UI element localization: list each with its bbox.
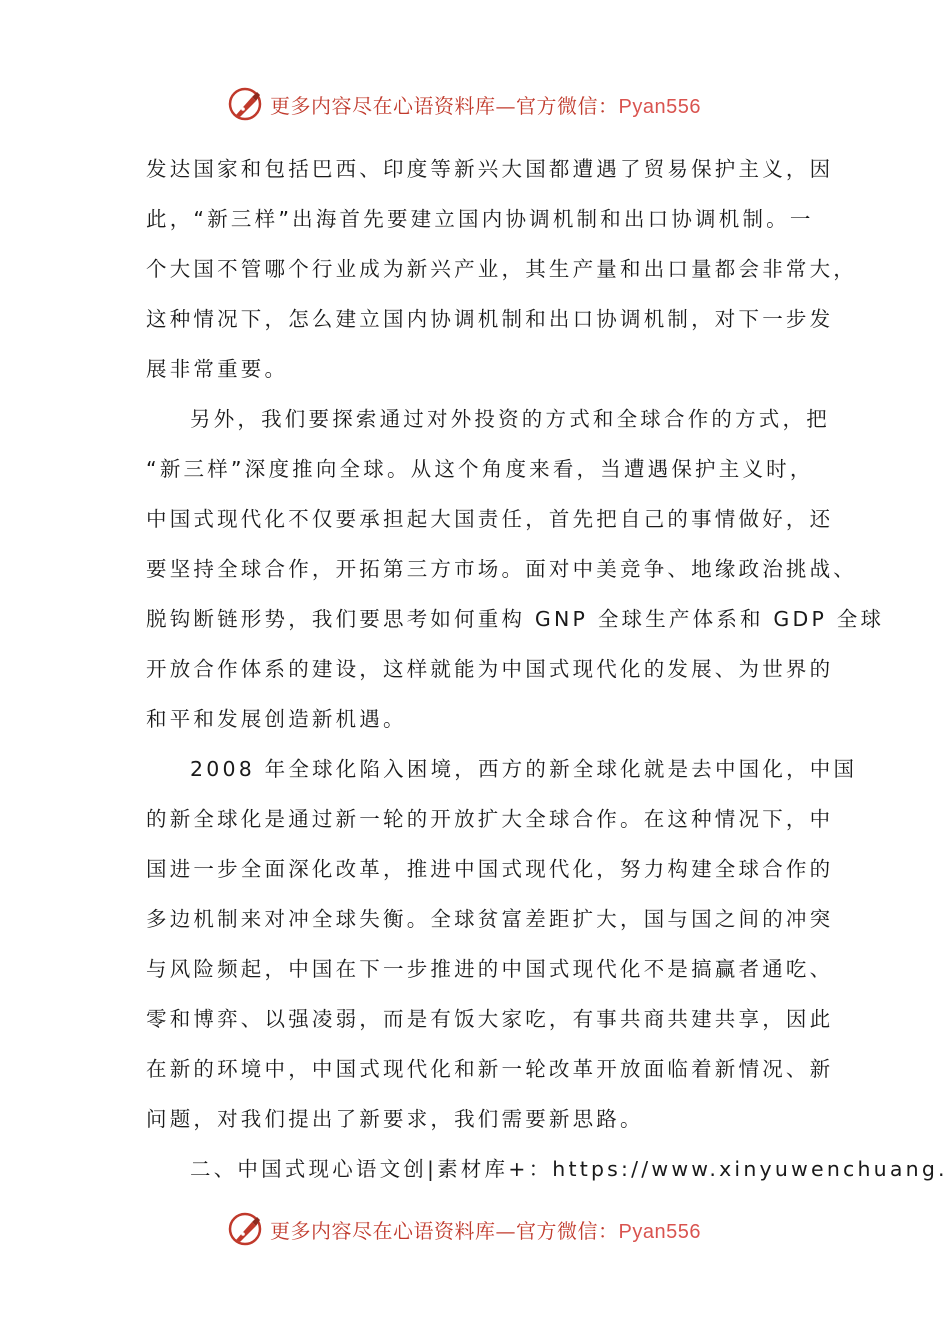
banner-text: 更多内容尽在心语资料库—官方微信：Pyan556	[270, 1218, 701, 1243]
document-body	[146, 144, 948, 1194]
footer-banner	[226, 1209, 701, 1249]
text-line: 另外，我们要探索通过对外投资的方式和全球合作的方式，把	[190, 407, 830, 431]
text-line: 要坚持全球合作，开拓第三方市场。面对中美竞争、地缘政治挑战、	[146, 557, 857, 581]
pen-nib-logo-icon	[226, 1210, 264, 1248]
header-banner	[226, 84, 701, 124]
banner-text: 更多内容尽在心语资料库—官方微信：Pyan556	[270, 93, 701, 118]
text-line: 2008 年全球化陷入困境，西方的新全球化就是去中国化，中国	[190, 757, 858, 781]
paragraph-3	[146, 744, 858, 1144]
text-line: 此，“新三样”出海首先要建立国内协调机制和出口协调机制。一	[146, 207, 814, 231]
wechat-id: Pyan556	[618, 95, 701, 118]
paragraph-1	[146, 144, 857, 394]
text-line: 这种情况下，怎么建立国内协调机制和出口协调机制，对下一步发	[146, 307, 834, 331]
text-line: 和平和发展创造新机遇。	[146, 707, 407, 731]
text-line: 发达国家和包括巴西、印度等新兴大国都遭遇了贸易保护主义，因	[146, 157, 834, 181]
text-line: 中国式现代化不仅要承担起大国责任，首先把自己的事情做好，还	[146, 507, 834, 531]
text-line: “新三样”深度推向全球。从这个角度来看，当遭遇保护主义时，	[146, 457, 814, 481]
text-line: 的新全球化是通过新一轮的开放扩大全球合作。在这种情况下，中	[146, 807, 834, 831]
pen-nib-logo-icon	[226, 85, 264, 123]
section-heading-line: 二、中国式现心语文创|素材库+：https://www.xinyuwenchuang.	[190, 1157, 948, 1181]
paragraph-2	[146, 394, 885, 744]
text-line: 多边机制来对冲全球失衡。全球贫富差距扩大，国与国之间的冲突	[146, 907, 834, 931]
text-line: 展非常重要。	[146, 357, 289, 381]
text-line: 脱钩断链形势，我们要思考如何重构 GNP 全球生产体系和 GDP 全球	[146, 607, 885, 631]
text-line: 与风险频起，中国在下一步推进的中国式现代化不是搞赢者通吃、	[146, 957, 834, 981]
text-line: 开放合作体系的建设，这样就能为中国式现代化的发展、为世界的	[146, 657, 834, 681]
text-line: 在新的环境中，中国式现代化和新一轮改革开放面临着新情况、新	[146, 1057, 834, 1081]
text-line: 问题，对我们提出了新要求，我们需要新思路。	[146, 1107, 644, 1131]
text-line: 零和博弈、以强凌弱，而是有饭大家吃，有事共商共建共享，因此	[146, 1007, 834, 1031]
text-line: 个大国不管哪个行业成为新兴产业，其生产量和出口量都会非常大，	[146, 257, 857, 281]
text-line: 国进一步全面深化改革，推进中国式现代化，努力构建全球合作的	[146, 857, 834, 881]
wechat-id: Pyan556	[618, 1220, 701, 1243]
paragraph-4	[146, 1144, 948, 1194]
